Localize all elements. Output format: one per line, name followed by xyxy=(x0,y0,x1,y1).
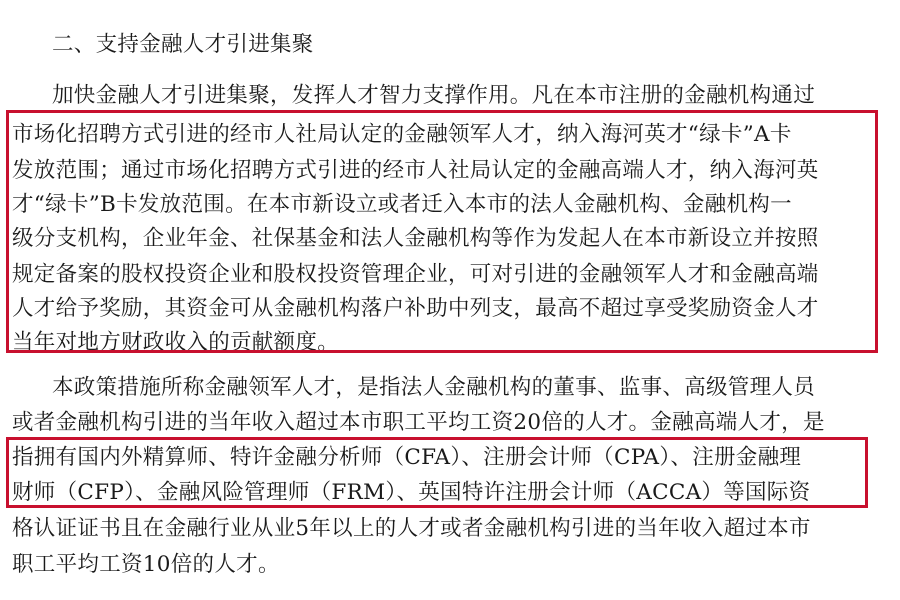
paragraph-line: 发放范围；通过市场化招聘方式引进的经市人社局认定的金融高端人才，纳入海河英 xyxy=(12,158,819,183)
highlight-box-certifications xyxy=(6,437,868,508)
section-heading: 二、支持金融人才引进集聚 xyxy=(52,32,314,57)
paragraph-line: 级分支机构，企业年金、社保基金和法人金融机构等作为发起人在本市新设立并按照 xyxy=(12,226,819,251)
paragraph-line: 本政策措施所称金融领军人才，是指法人金融机构的董事、监事、高级管理人员 xyxy=(52,375,816,400)
paragraph-line: 当年对地方财政收入的贡献额度。 xyxy=(12,330,340,355)
paragraph-line: 格认证证书且在金融行业从业5年以上的人才或者金融机构引进的当年收入超过本市 xyxy=(12,516,811,541)
paragraph-line: 才“绿卡”B卡发放范围。在本市新设立或者迁入本市的法人金融机构、金融机构一 xyxy=(12,192,792,217)
paragraph-line: 职工平均工资10倍的人才。 xyxy=(12,552,280,577)
paragraph-line: 财师（CFP）、金融风险管理师（FRM）、英国特许注册会计师（ACCA）等国际资 xyxy=(12,480,811,505)
highlight-box-green-card xyxy=(6,110,878,353)
paragraph-line: 加快金融人才引进集聚，发挥人才智力支撑作用。凡在本市注册的金融机构通过 xyxy=(52,83,816,108)
paragraph-line: 规定备案的股权投资企业和股权投资管理企业，可对引进的金融领军人才和金融高端 xyxy=(12,262,819,287)
paragraph-line: 指拥有国内外精算师、特许金融分析师（CFA）、注册会计师（CPA）、注册金融理 xyxy=(12,445,802,470)
paragraph-line: 市场化招聘方式引进的经市人社局认定的金融领军人才，纳入海河英才“绿卡”A卡 xyxy=(12,122,792,147)
paragraph-line: 人才给予奖励，其资金可从金融机构落户补助中列支，最高不超过享受奖励资金人才 xyxy=(12,296,819,321)
paragraph-line: 或者金融机构引进的当年收入超过本市职工平均工资20倍的人才。金融高端人才，是 xyxy=(12,410,825,435)
